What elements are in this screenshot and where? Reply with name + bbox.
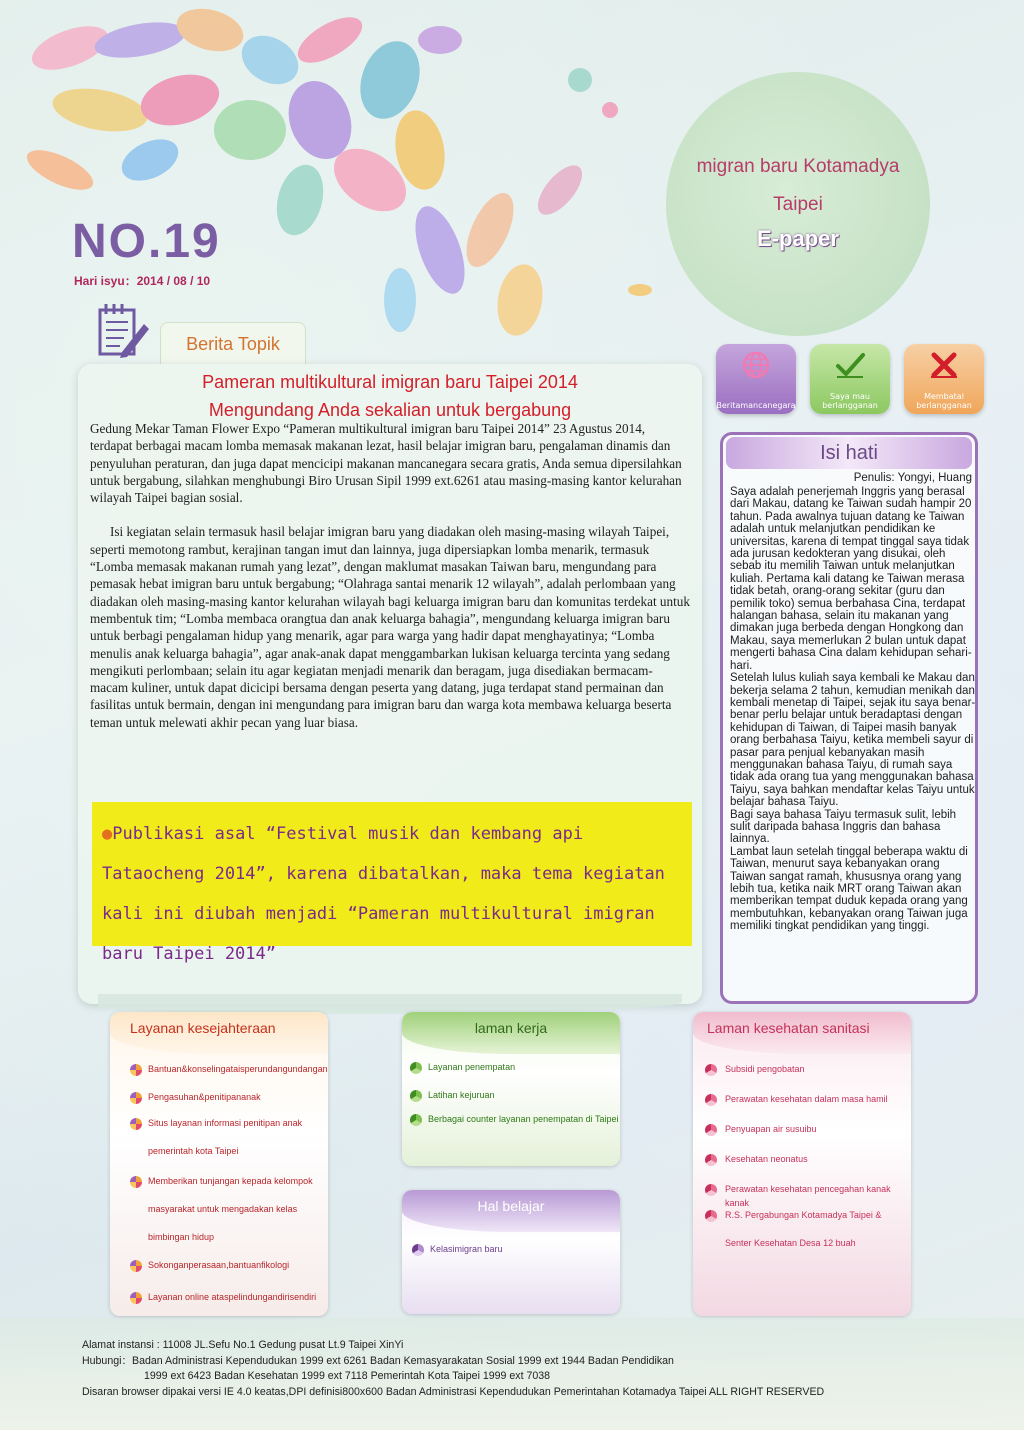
health-title: Laman kesehatan sanitasi — [707, 1020, 870, 1036]
isi-hati-author: Penulis: Yongyi, Huang — [853, 472, 972, 484]
masthead-title-line2: Taipei — [773, 194, 823, 215]
subscribe-label: Saya mau berlangganan — [822, 392, 878, 410]
health-link[interactable]: Perawatan kesehatan dalam masa hamil — [725, 1094, 888, 1104]
isi-hati-paragraph: Bagi saya bahasa Taiyu termasuk sulit, lebih sulit daripada bahasa Inggris dan bahasa lainnya. — [730, 808, 957, 846]
bullet-icon — [130, 1118, 142, 1130]
job-services-box — [402, 1012, 620, 1166]
footer-browser-note: Disaran browser dipakai versi IE 4.0 keatas,DPI definisi800x600 Badan Administrasi Kependudukan Pemerintahan Kotamadya Taipei ALL RIGHT RESERVED — [82, 1385, 825, 1398]
job-header — [402, 1012, 620, 1054]
tab-berita-topik[interactable]: Berita Topik — [160, 322, 306, 365]
issue-number: NO.19 — [72, 215, 221, 268]
welfare-link[interactable]: Sokonganperasaan,bantuanfikologi — [148, 1260, 290, 1270]
welfare-link[interactable]: Layanan online ataspelindungandirisendiri — [148, 1292, 317, 1302]
health-link[interactable]: Perawatan kesehatan pencegahan kanak kanak — [725, 1184, 891, 1208]
bullet-icon — [705, 1154, 717, 1166]
footer-address: Alamat instansi : 11008 JL.Sefu No.1 Gedung pusat Lt.9 Taipei XinYi — [82, 1339, 404, 1351]
checkmark-icon — [835, 350, 865, 380]
isi-hati-paragraph: Saya adalah penerjemah Inggris yang berasal dari Makau, datang ke Taiwan sudah hampir 20 tahun. Pada awalnya tujuan datang ke Taiwan adalah untuk melanjutkan pendidikan ke universitas, karena di tempat tinggal saya tidak ada jurusan kedokteran yang disukai, oleh sebab itu memilih Taiwan untuk melanjutkan kuliah. Pertama kali datang ke Taiwan merasa tidak betah, orang-orang sekitar (guru dan pemilik toko) semua berbahasa Cina, terdapat halangan bahasa, selain itu makanan yang dimakan juga berbeda dengan Hongkong dan Makau, saya memerlukan 2 bulan untuk dapat mengerti bahasa Cina dalam kehidupan sehari-hari. — [730, 486, 972, 672]
job-link[interactable]: Latihan kejuruan — [428, 1090, 495, 1100]
learning-title: Hal belajar — [477, 1198, 545, 1214]
notice-bullet: ● — [102, 824, 113, 844]
issue-date: Hari isyu：2014 / 08 / 10 — [74, 274, 211, 288]
bullet-icon — [130, 1260, 142, 1272]
notice-box — [92, 802, 692, 964]
bullet-icon — [130, 1064, 142, 1076]
isi-hati-title: Isi hati — [726, 437, 972, 469]
article-paragraph: Gedung Mekar Taman Flower Expo “Pameran multikultural imigran baru Taipei 2014” 23 Agustus 2014, terdapat berbagai macam lomba memasak makanan lezat, hasil belajar imigran baru, pengalaman dinamis dan penyuluhan peraturan, dan juga dapat mencicipi makanan mancanegara secara gratis, Anda semua dipersilahkan untuk bergabung, silahkan menghubungi Biro Urusan Sipil 1999 ext.6261 atau masing-masing kantor kelurahan wilayah Taipei bagian sosial. — [90, 421, 682, 506]
bullet-icon — [410, 1114, 422, 1126]
isi-hati-paragraph: Lambat laun setelah tinggal beberapa waktu di Taiwan, menurut saya kebanyakan orang Taiwan sangat ramah, khususnya orang yang lebih tua, ketika naik MRT orang Taiwan akan memberikan tempat duduk kepada orang yang membutuhkan, kebanyakan orang Taiwan juga memiliki tingkat pendidikan yang tinggi. — [730, 845, 968, 933]
welfare-link-cont[interactable]: masyarakat untuk mengadakan kelas — [148, 1204, 298, 1214]
unsubscribe-button[interactable] — [904, 344, 984, 414]
health-header — [693, 1012, 911, 1054]
foreign-news-label: Beritamancanegara — [716, 401, 796, 410]
bullet-icon — [410, 1090, 422, 1102]
footer — [82, 1338, 1012, 1400]
article-body — [90, 420, 690, 731]
bullet-icon — [705, 1124, 717, 1136]
learning-header — [402, 1190, 620, 1232]
job-title: laman kerja — [474, 1020, 548, 1036]
footer-contact: Hubungi：Badan Administrasi Kependudukan 1999 ext 6261 Badan Kemasyarakatan Sosial 1999 ext 1944 Badan Pendidikan — [82, 1354, 674, 1367]
welfare-link-cont[interactable]: bimbingan hidup — [148, 1232, 215, 1242]
health-link-cont[interactable]: Senter Kesehatan Desa 12 buah — [725, 1238, 856, 1248]
notepad-icon — [98, 302, 150, 358]
job-link[interactable]: Layanan penempatan — [428, 1062, 516, 1072]
bullet-icon — [705, 1210, 717, 1222]
welfare-title: Layanan kesejahteraan — [130, 1020, 276, 1036]
article-subheadline: Mengundang Anda sekalian untuk bergabung — [208, 400, 572, 420]
close-icon — [929, 350, 959, 380]
welfare-header — [110, 1012, 328, 1054]
welfare-services-box — [110, 1012, 328, 1316]
bullet-icon — [705, 1094, 717, 1106]
welfare-link[interactable]: Memberikan tunjangan kepada kelompok — [148, 1176, 313, 1186]
welfare-link[interactable]: Bantuan&konselingataisperundangundangan — [148, 1064, 328, 1074]
welfare-link[interactable]: Pengasuhan&penitipananak — [148, 1092, 261, 1102]
learning-link[interactable]: Kelasimigran baru — [430, 1244, 503, 1254]
bullet-icon — [410, 1062, 422, 1074]
bullet-icon — [130, 1176, 142, 1188]
health-services-box — [693, 1012, 911, 1316]
isi-hati-paragraph: Setelah lulus kuliah saya kembali ke Makau dan bekerja selama 2 tahun, kemudian menikah dan kembali menetap di Taipei, sejak itu saya benar-benar perlu belajar untuk beradaptasi dengan kehidupan di Taiwan, di Taipei masih banyak orang berbahasa Taiyu, ketika membeli sayur di pasar para penjual kebanyakan masih menggunakan bahasa Taiyu, di rumah saya tidak ada orang tua yang menggunakan bahasa Taiyu, saya bahkan mendaftar kelas Taiyu untuk belajar bahasa Taiyu. — [730, 672, 976, 809]
bullet-icon — [130, 1092, 142, 1104]
health-link[interactable]: Subsidi pengobatan — [725, 1064, 805, 1074]
article-paragraph: Isi kegiatan selain termasuk hasil belajar imigran baru yang diadakan oleh masing-masing wilayah Taipei, seperti memotong rambut, kerajinan tangan imut dan lainnya, juga dipersiapkan lomba menarik, termasuk “Lomba memasak makanan rumah yang lezat”, dengan maklumat masakan Taiwan baru, mengundang para pemasak hebat imigran baru untuk bergabung; “Olahraga santai menarik 12 wilayah”, adalah perlombaan yang diadakan oleh masing-masing kantor kelurahan wilayah bagi keluarga imigran baru dan komunitas terdekat untuk membentuk tim; “Lomba membaca orangtua dan anak keluarga bahagia”, mengundang keluarga imigran baru untuk berbagi pengalaman hidup yang menarik, agar para warga yang hadir dapat menghayatinya; “Lomba menulis anak keluarga bahagia”, agar anak-anak dapat menggambarkan lukisan keluarga tercinta yang sedang mengikuti perlombaan; selain itu agar kegiatan menjadi menarik dan beragam, juga disediakan bermacam-macam kuliner, untuk dapat dicicipi bersama dengan peserta yang datang, juga terdapat stand permainan dan fasilitas untuk bermain, dengan ini mengundang para imigran baru dan warga kota membawa keluarga beserta teman untuk melewati akhir pecan yang luar biasa. — [90, 524, 690, 730]
footer-contact-cont: 1999 ext 6423 Badan Kesehatan 1999 ext 7118 Pemerintah Kota Taipei 1999 ext 7038 — [144, 1370, 551, 1383]
notice-text: Publikasi asal “Festival musik dan kembang api Tataocheng 2014”, karena dibatalkan, maka tema kegiatan kali ini diubah menjadi “Pameran multikultural imigran baru Taipei 2014” — [102, 824, 665, 964]
welfare-link-cont[interactable]: pemerintah kota Taipei — [148, 1146, 239, 1156]
unsubscribe-label: Membatal berlangganan — [916, 392, 972, 410]
bullet-icon — [412, 1244, 424, 1256]
bullet-icon — [705, 1064, 717, 1076]
masthead-epaper: E-paper — [757, 226, 839, 251]
health-link[interactable]: Kesehatan neonatus — [725, 1154, 808, 1164]
bullet-icon — [705, 1184, 717, 1196]
globe-icon — [741, 350, 771, 380]
subscribe-button[interactable] — [810, 344, 890, 414]
isi-hati-body — [730, 486, 976, 933]
health-link[interactable]: Penyuapan air susuibu — [725, 1124, 817, 1134]
bullet-icon — [130, 1292, 142, 1304]
welfare-link[interactable]: Situs layanan informasi penitipan anak — [148, 1118, 303, 1128]
health-link[interactable]: R.S. Pergabungan Kotamadya Taipei & — [725, 1210, 882, 1220]
learning-box — [402, 1190, 620, 1314]
foreign-news-button[interactable] — [716, 344, 796, 414]
masthead-title: migran baru Kotamadya — [696, 156, 900, 177]
article-headline: Pameran multikultural imigran baru Taipei 2014 — [202, 372, 578, 392]
job-link[interactable]: Berbagai counter layanan penempatan di Taipei — [428, 1114, 619, 1124]
